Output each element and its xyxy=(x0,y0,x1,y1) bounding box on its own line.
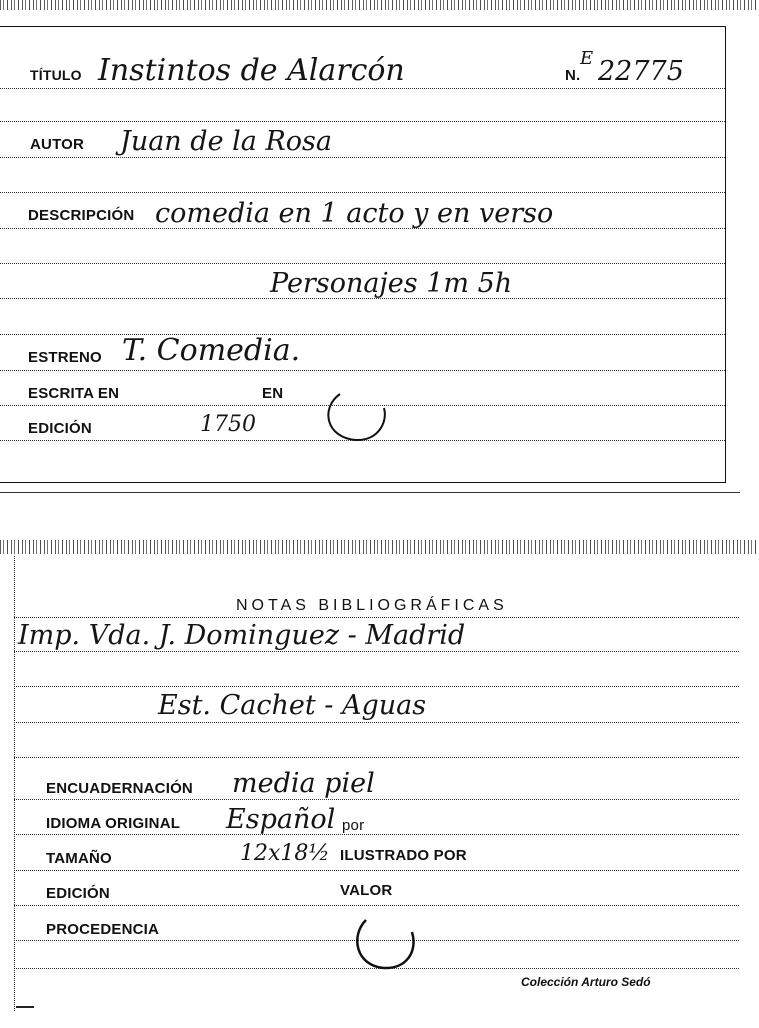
rule-back-4 xyxy=(14,722,739,723)
tamano-label: TAMAÑO xyxy=(46,850,112,867)
rule-back-2 xyxy=(14,651,739,652)
encuadernacion-label: ENCUADERNACIÓN xyxy=(46,780,193,797)
rule-encuadernacion xyxy=(14,799,739,800)
edicion-front-label: EDICIÓN xyxy=(28,420,92,437)
encuadernacion-value: media piel xyxy=(232,768,375,799)
note-line-2: Est. Cachet - Aguas xyxy=(158,690,427,721)
idioma-value: Español xyxy=(226,804,336,835)
escrita-en-label-2: EN xyxy=(262,385,284,402)
titulo-value: Instintos de Alarcón xyxy=(98,53,405,88)
ilustrado-por-label: ILUSTRADO POR xyxy=(340,847,467,864)
corner-mark xyxy=(16,1006,34,1008)
rule-tamano xyxy=(14,870,739,871)
idioma-label: IDIOMA ORIGINAL xyxy=(46,815,181,832)
escrita-en-label: ESCRITA EN xyxy=(28,385,120,402)
rule-titulo xyxy=(0,88,725,89)
note-line-1: Imp. Vda. J. Dominguez - Madrid xyxy=(18,620,466,651)
estreno-label: ESTRENO xyxy=(28,349,102,366)
procedencia-label: PROCEDENCIA xyxy=(46,921,160,938)
numero-label: N. xyxy=(565,67,581,84)
idioma-por-label: por xyxy=(342,817,365,834)
rule-back-3 xyxy=(14,686,739,687)
edicion-front-value: 1750 xyxy=(200,412,256,437)
rule-front-6 xyxy=(0,263,725,264)
rule-back-5 xyxy=(14,757,739,758)
scan-noise-top xyxy=(0,0,759,10)
scan-noise-middle xyxy=(0,540,759,554)
rule-estreno xyxy=(0,370,725,371)
coleccion-credit: Colección Arturo Sedó xyxy=(521,975,651,989)
cut-line xyxy=(0,492,740,493)
punch-hole-front xyxy=(318,386,398,448)
autor-label: AUTOR xyxy=(30,136,85,153)
edicion-back-label: EDICIÓN xyxy=(46,885,110,902)
rule-back-1 xyxy=(14,617,739,618)
titulo-label: TÍTULO xyxy=(30,67,82,83)
numero-prefix: E xyxy=(580,48,594,69)
punch-hole-back xyxy=(348,910,424,976)
autor-value: Juan de la Rosa xyxy=(120,126,332,157)
tamano-value: 12x18½ xyxy=(240,841,330,866)
rule-front-2 xyxy=(0,121,725,122)
rule-front-8 xyxy=(0,334,725,335)
descripcion-value-2: Personajes 1m 5h xyxy=(270,268,513,299)
rule-descripcion xyxy=(0,228,725,229)
descripcion-value: comedia en 1 acto y en verso xyxy=(155,198,554,229)
rule-front-4 xyxy=(0,192,725,193)
estreno-value: T. Comedia. xyxy=(122,333,301,368)
valor-label: VALOR xyxy=(340,882,393,899)
rule-edicion-back xyxy=(14,905,739,906)
notas-heading: NOTAS BIBLIOGRÁFICAS xyxy=(236,597,508,614)
descripcion-label: DESCRIPCIÓN xyxy=(28,207,135,224)
numero-value: 22775 xyxy=(598,56,684,87)
rule-front-7 xyxy=(0,298,725,299)
rule-idioma xyxy=(14,834,739,835)
rule-autor xyxy=(0,157,725,158)
